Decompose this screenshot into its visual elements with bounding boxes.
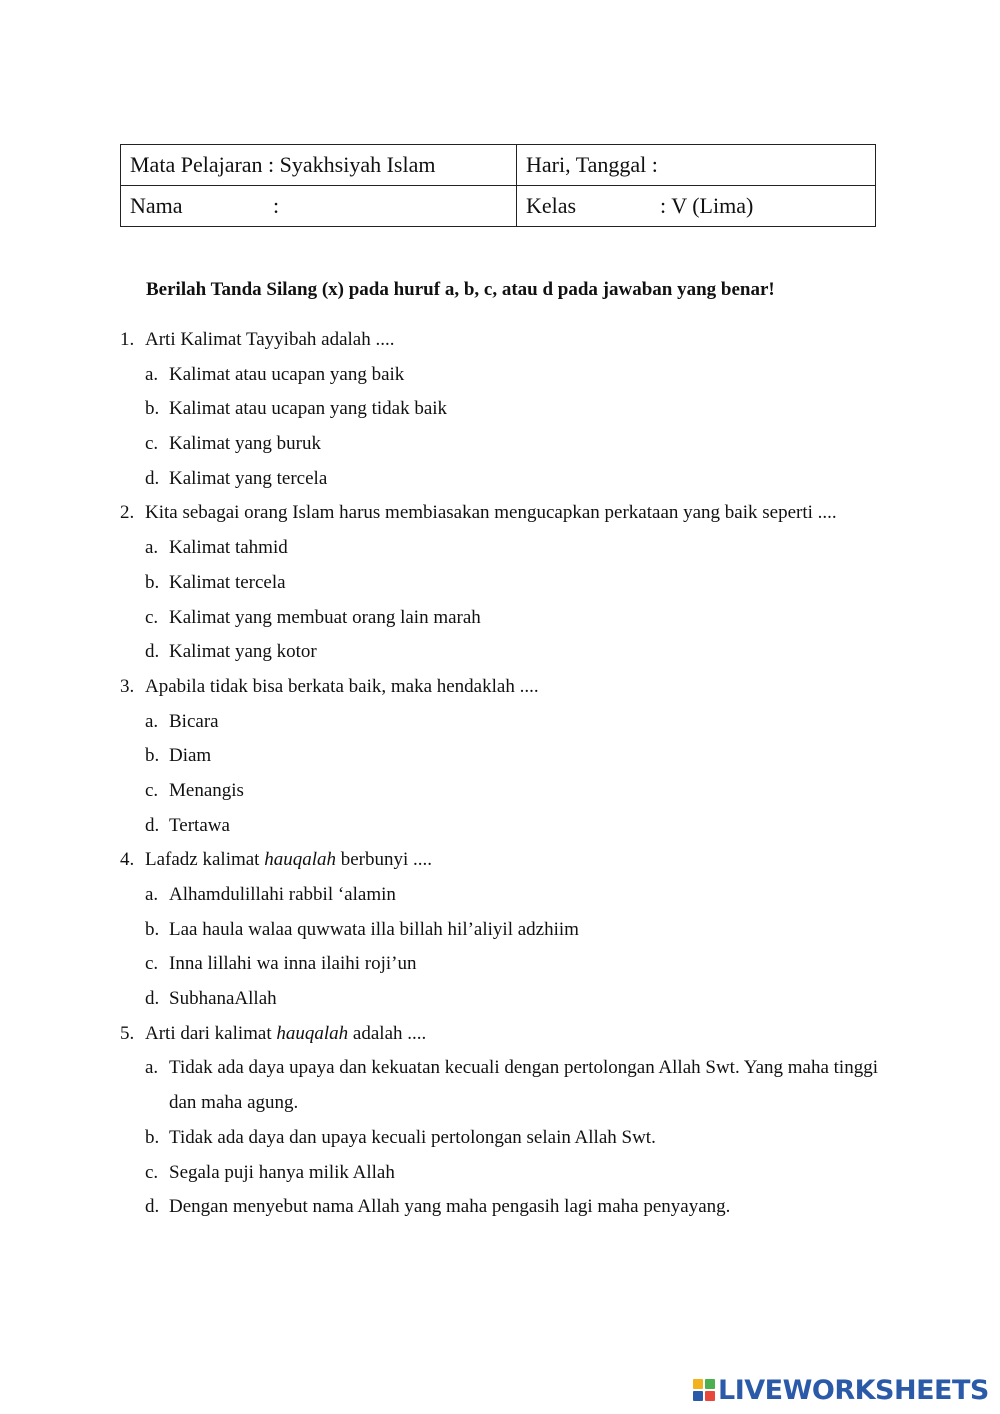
- question-number: 4.: [120, 849, 135, 871]
- option-text: Kalimat tahmid: [169, 537, 288, 559]
- option-letter: d.: [145, 988, 160, 1010]
- class-value: : V (Lima): [660, 193, 754, 218]
- question-number: 1.: [120, 329, 135, 350]
- option-letter: c.: [145, 779, 159, 801]
- info-row-1: [121, 145, 876, 186]
- option-letter: c.: [145, 606, 159, 628]
- option-letter: a.: [145, 884, 159, 905]
- instruction: Berilah Tanda Silang (x) pada huruf a, b, c, atau d pada jawaban yang benar!: [146, 279, 775, 300]
- option-text: Diam: [169, 745, 212, 767]
- option-2c[interactable]: [120, 601, 890, 636]
- name-cell: [121, 186, 517, 227]
- option-letter: d.: [145, 1196, 160, 1218]
- option-letter: d.: [145, 467, 160, 489]
- question-term: hauqalah: [276, 1022, 349, 1044]
- option-letter: c.: [145, 1161, 159, 1183]
- option-1a[interactable]: [120, 358, 890, 393]
- logo-mark-icon: [693, 1379, 715, 1401]
- option-letter: a.: [145, 710, 159, 732]
- option-text: Segala puji hanya milik Allah: [169, 1161, 395, 1183]
- option-letter: c.: [145, 953, 159, 975]
- question-text: Apabila tidak bisa berkata baik, maka hendaklah ....: [145, 675, 539, 697]
- question-text-end: berbunyi ....: [336, 849, 433, 871]
- option-letter: d.: [145, 814, 160, 836]
- date-cell: Hari, Tanggal :: [517, 145, 876, 186]
- question-4: [120, 843, 890, 878]
- subject-cell: Mata Pelajaran : Syakhsiyah Islam: [121, 145, 517, 186]
- logo-square: [705, 1379, 715, 1389]
- option-3a[interactable]: [120, 705, 890, 740]
- option-1b[interactable]: [120, 392, 890, 427]
- option-letter: b.: [145, 745, 160, 767]
- option-3d[interactable]: [120, 809, 890, 844]
- logo-text: LIVEWORKSHEETS: [718, 1374, 989, 1406]
- option-text: Kalimat tercela: [169, 571, 286, 593]
- option-text: Menangis: [169, 779, 244, 801]
- option-1d[interactable]: [120, 462, 890, 497]
- option-2a[interactable]: [120, 531, 890, 566]
- info-table: [120, 144, 876, 227]
- name-label: Nama: [130, 193, 183, 218]
- option-text: Kalimat yang buruk: [169, 433, 321, 455]
- option-text: Bicara: [169, 710, 219, 732]
- question-list: [120, 323, 890, 1225]
- option-text: Inna lillahi wa inna ilaihi roji’un: [169, 953, 417, 975]
- option-text: SubhanaAllah: [169, 988, 277, 1010]
- option-letter: a.: [145, 1057, 159, 1079]
- option-letter: b.: [145, 1126, 160, 1148]
- option-text: Kalimat atau ucapan yang tidak baik: [169, 398, 448, 420]
- logo-square: [693, 1379, 703, 1389]
- option-2b[interactable]: [120, 566, 890, 601]
- option-text: Tertawa: [169, 814, 230, 836]
- option-text: Alhamdulillahi rabbil ‘alamin: [169, 884, 396, 905]
- option-5d[interactable]: [120, 1190, 890, 1225]
- option-3c[interactable]: [120, 774, 890, 809]
- question-text-start: Arti dari kalimat: [145, 1022, 277, 1044]
- option-text: Dengan menyebut nama Allah yang maha pengasih lagi maha penyayang.: [169, 1196, 731, 1218]
- option-letter: b.: [145, 918, 160, 940]
- option-4d[interactable]: [120, 982, 890, 1017]
- option-letter: b.: [145, 571, 160, 593]
- option-5c[interactable]: [120, 1156, 890, 1191]
- name-colon: :: [273, 193, 280, 218]
- option-5b[interactable]: [120, 1121, 890, 1156]
- option-4a[interactable]: [120, 878, 890, 913]
- question-5: [120, 1017, 890, 1052]
- question-text-start: Lafadz kalimat: [145, 849, 265, 871]
- question-3: [120, 670, 890, 705]
- option-letter: c.: [145, 433, 159, 455]
- question-text: Kita sebagai orang Islam harus membiasakan mengucapkan perkataan yang baik seperti ....: [145, 502, 837, 524]
- question-number: 3.: [120, 675, 135, 697]
- class-label: Kelas: [526, 193, 577, 218]
- option-text: Tidak ada daya upaya dan kekuatan kecuali dengan pertolongan Allah Swt. Yang maha tinggi dan maha agung.: [169, 1057, 878, 1114]
- logo-square: [693, 1391, 703, 1401]
- info-row-2: [121, 186, 876, 227]
- option-text: Kalimat yang membuat orang lain marah: [169, 606, 481, 628]
- class-cell: [517, 186, 876, 227]
- option-text: Kalimat yang kotor: [169, 641, 317, 663]
- question-number: 5.: [120, 1022, 135, 1044]
- question-text: Arti Kalimat Tayyibah adalah ....: [145, 329, 395, 350]
- option-text: Kalimat yang tercela: [169, 467, 328, 489]
- option-1c[interactable]: [120, 427, 890, 462]
- option-5a[interactable]: [120, 1051, 889, 1120]
- option-letter: b.: [145, 398, 160, 420]
- logo-square: [705, 1391, 715, 1401]
- option-letter: a.: [145, 363, 159, 385]
- question-2: [120, 496, 890, 531]
- liveworksheets-logo[interactable]: [693, 1376, 989, 1404]
- question-term: hauqalah: [264, 849, 336, 871]
- question-1: [120, 323, 890, 358]
- option-2d[interactable]: [120, 635, 890, 670]
- question-number: 2.: [120, 502, 135, 524]
- option-text: Tidak ada daya dan upaya kecuali pertolongan selain Allah Swt.: [169, 1126, 656, 1148]
- option-4b[interactable]: [120, 913, 890, 948]
- option-text: Kalimat atau ucapan yang baik: [169, 363, 405, 385]
- question-text-end: adalah ....: [348, 1022, 427, 1044]
- option-letter: d.: [145, 641, 160, 663]
- option-letter: a.: [145, 537, 159, 559]
- option-4c[interactable]: [120, 947, 890, 982]
- option-3b[interactable]: [120, 739, 890, 774]
- option-text: Laa haula walaa quwwata illa billah hil’aliyil adzhiim: [169, 918, 579, 940]
